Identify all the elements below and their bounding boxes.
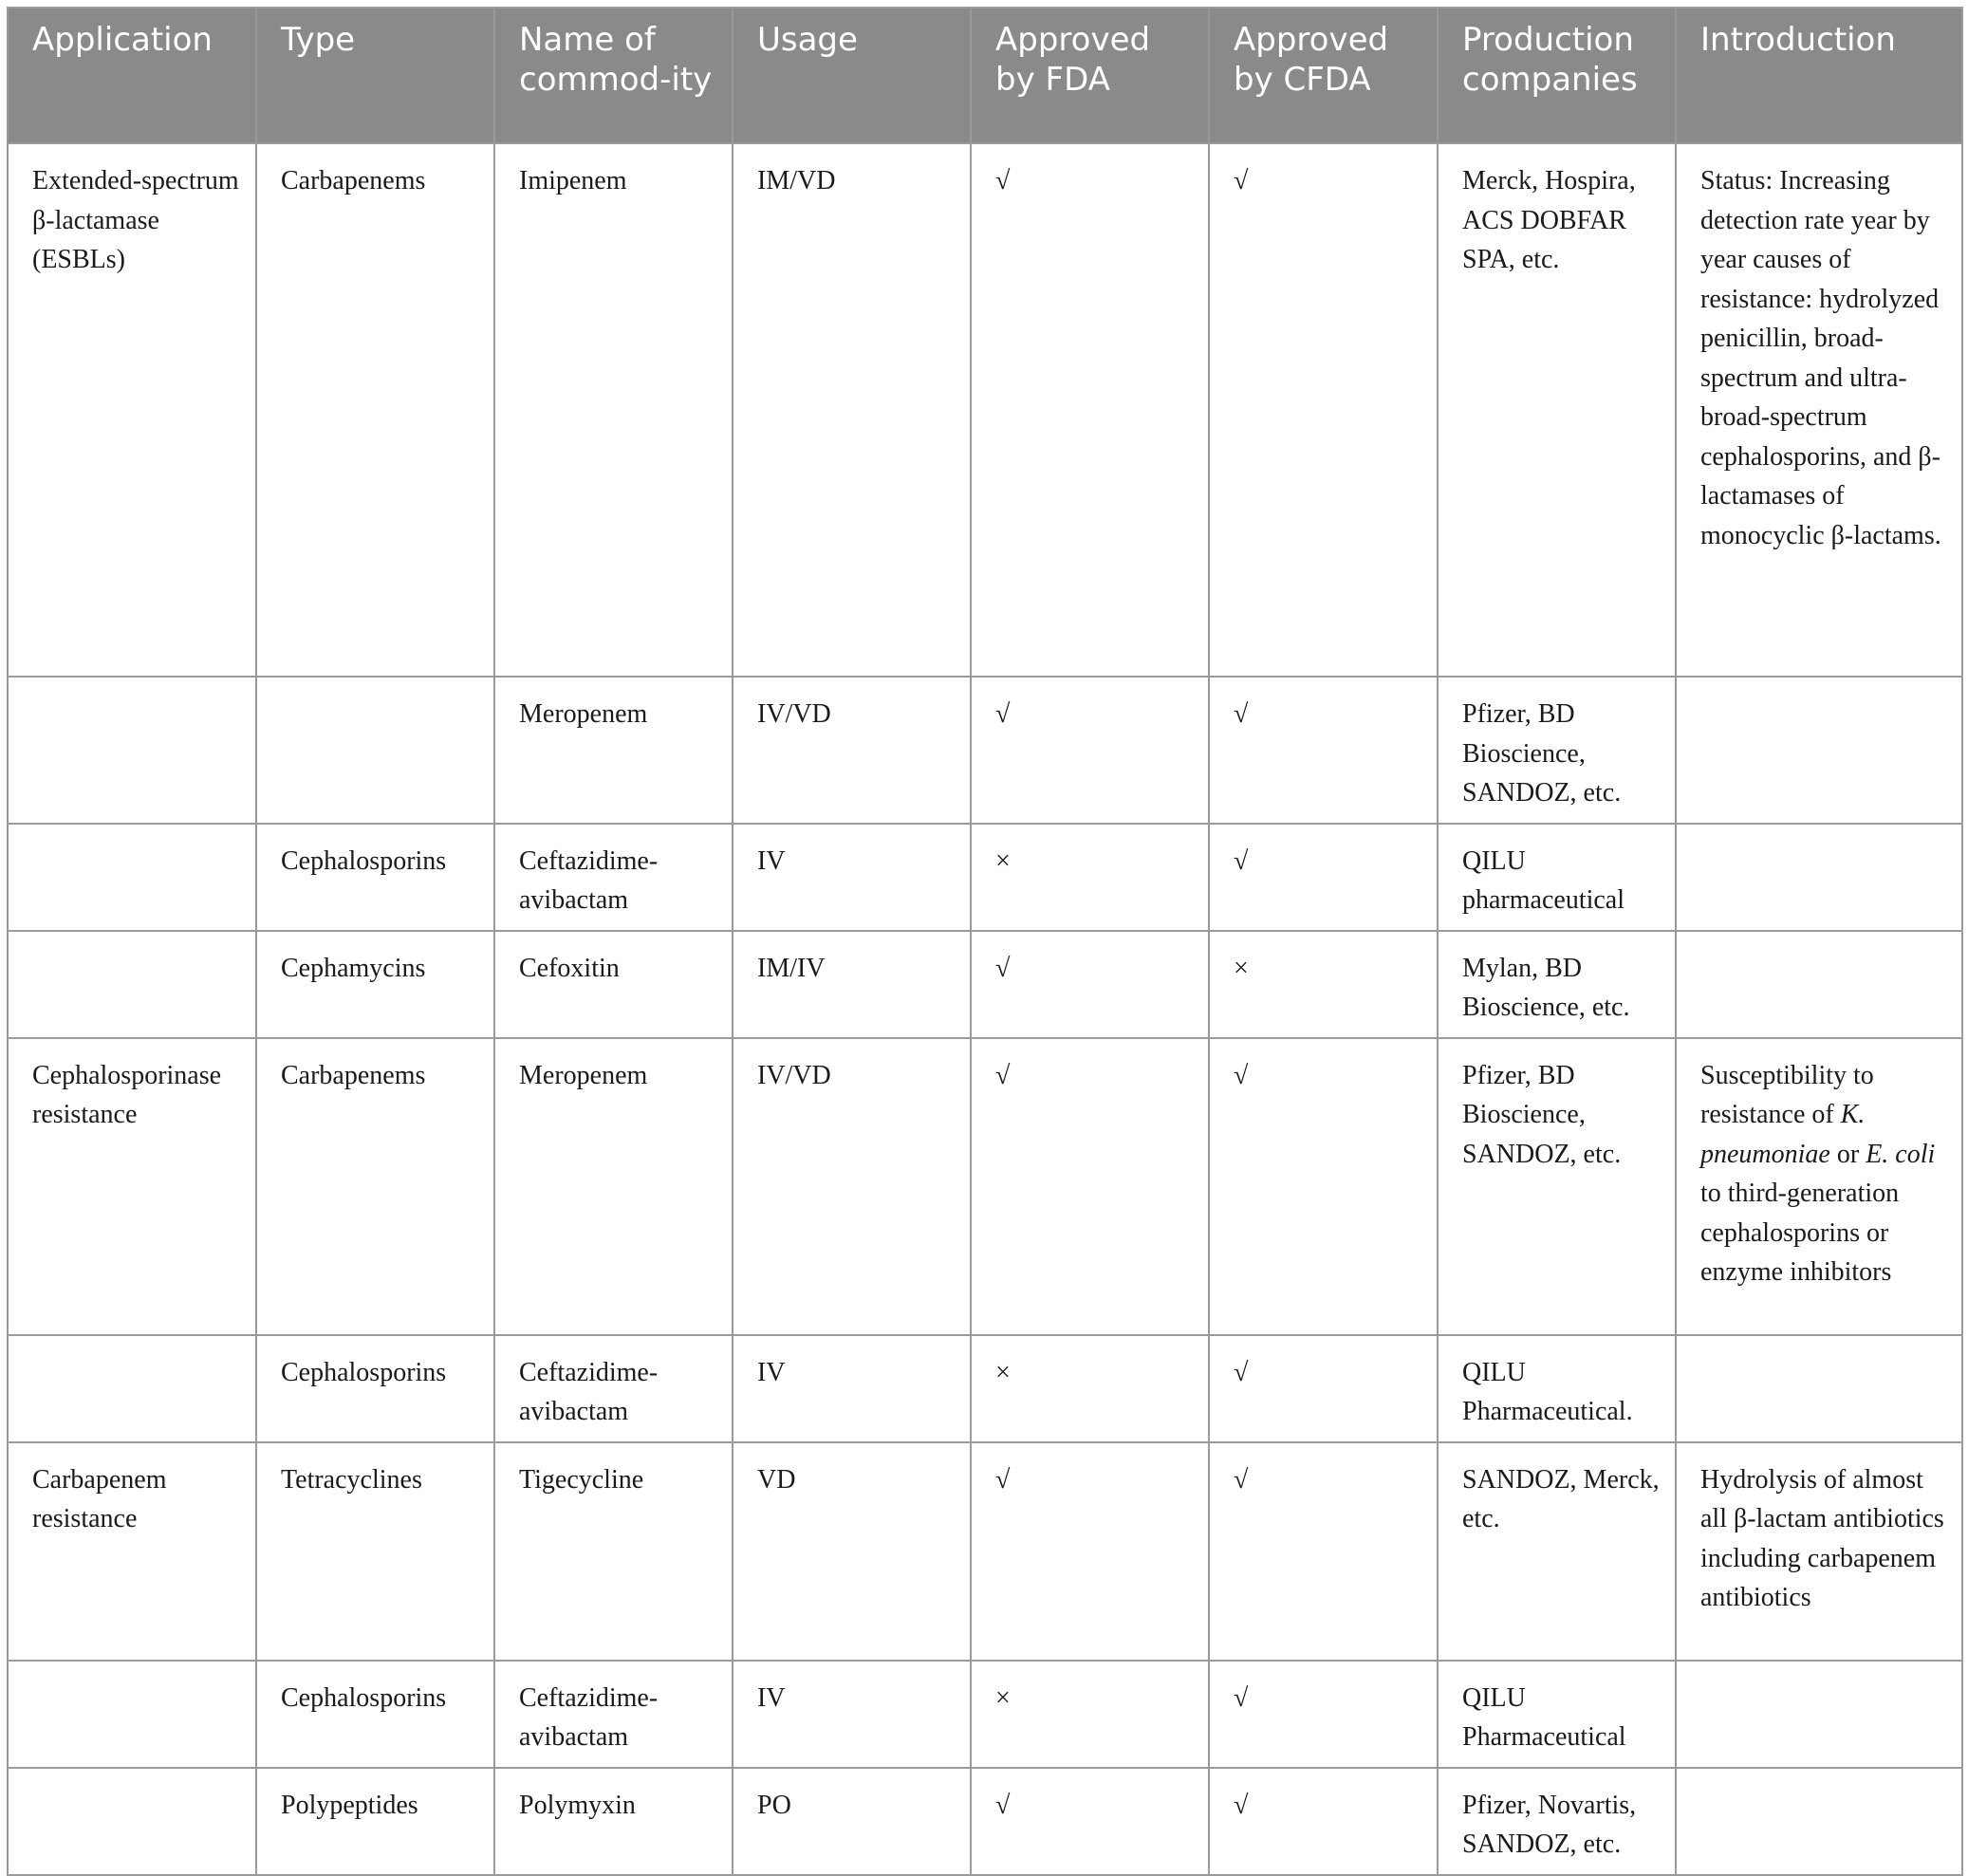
cell-usage: IV — [733, 1661, 971, 1768]
cell-name: Polymyxin — [494, 1768, 733, 1875]
species-name: E. coli — [1866, 1139, 1936, 1169]
cell-companies: Mylan, BD Bioscience, etc. — [1438, 931, 1676, 1038]
cell-cfda: √ — [1209, 1442, 1438, 1661]
cell-companies: Pfizer, Novartis, SANDOZ, etc. — [1438, 1768, 1676, 1875]
cell-application — [8, 1335, 256, 1442]
table-row — [8, 677, 1962, 824]
cell-usage: PO — [733, 1768, 971, 1875]
cell-name: Imipenem — [494, 143, 733, 677]
cell-type — [256, 677, 494, 824]
cell-name: Meropenem — [494, 677, 733, 824]
header-introduction: Introduction — [1676, 8, 1962, 143]
cell-name: Cefoxitin — [494, 931, 733, 1038]
cell-introduction — [1676, 677, 1962, 824]
table-row — [8, 1442, 1962, 1661]
cell-introduction: Hydrolysis of almost all β-lactam antibiotics including carbapenem antibiotics — [1676, 1442, 1962, 1661]
cell-cfda: √ — [1209, 143, 1438, 677]
cell-type: Carbapenems — [256, 1038, 494, 1335]
cell-usage: IV/VD — [733, 1038, 971, 1335]
cell-cfda: √ — [1209, 1038, 1438, 1335]
cell-usage: IV — [733, 1335, 971, 1442]
header-application: Application — [8, 8, 256, 143]
cell-name: Ceftazidime-avibactam — [494, 1661, 733, 1768]
header-usage: Usage — [733, 8, 971, 143]
cell-application — [8, 931, 256, 1038]
cell-usage: IV/VD — [733, 677, 971, 824]
cell-name: Meropenem — [494, 1038, 733, 1335]
cell-cfda: √ — [1209, 1661, 1438, 1768]
cell-type: Cephalosporins — [256, 824, 494, 931]
cell-usage: IV — [733, 824, 971, 931]
cell-usage: IM/IV — [733, 931, 971, 1038]
drug-table — [7, 7, 1963, 1876]
table-row — [8, 1335, 1962, 1442]
cell-fda: √ — [971, 1442, 1209, 1661]
cell-companies: QILU pharmaceutical — [1438, 824, 1676, 931]
table-row — [8, 143, 1962, 677]
cell-application — [8, 1768, 256, 1875]
cell-fda: √ — [971, 1038, 1209, 1335]
table-row — [8, 1661, 1962, 1768]
cell-introduction: Susceptibility to resistance of K. pneumoniae or E. coli to third-generation cephalosporins or enzyme inhibitors — [1676, 1038, 1962, 1335]
cell-fda: × — [971, 824, 1209, 931]
cell-application — [8, 1661, 256, 1768]
cell-fda: √ — [971, 1768, 1209, 1875]
header-type: Type — [256, 8, 494, 143]
cell-introduction: Status: Increasing detection rate year by year causes of resistance: hydrolyzed penicillin, broad-spectrum and ultra-broad-spectrum cephalosporins, and β-lactamases of monocyclic β-lactams. — [1676, 143, 1962, 677]
cell-application: Cephalosporinase resistance — [8, 1038, 256, 1335]
cell-companies: QILU Pharmaceutical — [1438, 1661, 1676, 1768]
header-approved-fda: Approved by FDA — [971, 8, 1209, 143]
cell-application: Carbapenem resistance — [8, 1442, 256, 1661]
cell-introduction — [1676, 1335, 1962, 1442]
cell-fda: √ — [971, 677, 1209, 824]
cell-type: Polypeptides — [256, 1768, 494, 1875]
cell-name: Ceftazidime-avibactam — [494, 824, 733, 931]
cell-fda: × — [971, 1335, 1209, 1442]
cell-name: Ceftazidime-avibactam — [494, 1335, 733, 1442]
cell-introduction — [1676, 1661, 1962, 1768]
cell-type: Cephalosporins — [256, 1335, 494, 1442]
cell-cfda: × — [1209, 931, 1438, 1038]
cell-usage: IM/VD — [733, 143, 971, 677]
cell-application: Extended-spectrum β-lactamase (ESBLs) — [8, 143, 256, 677]
cell-companies: QILU Pharmaceutical. — [1438, 1335, 1676, 1442]
cell-companies: Pfizer, BD Bioscience, SANDOZ, etc. — [1438, 1038, 1676, 1335]
cell-companies: Pfizer, BD Bioscience, SANDOZ, etc. — [1438, 677, 1676, 824]
cell-type: Cephalosporins — [256, 1661, 494, 1768]
cell-fda: √ — [971, 931, 1209, 1038]
cell-cfda: √ — [1209, 1768, 1438, 1875]
cell-type: Carbapenems — [256, 143, 494, 677]
species-name: K. pneumoniae — [1700, 1100, 1866, 1169]
cell-fda: √ — [971, 143, 1209, 677]
cell-name: Tigecycline — [494, 1442, 733, 1661]
header-row — [8, 8, 1962, 143]
header-production-companies: Production companies — [1438, 8, 1676, 143]
cell-usage: VD — [733, 1442, 971, 1661]
cell-cfda: √ — [1209, 824, 1438, 931]
cell-application — [8, 677, 256, 824]
table-row — [8, 824, 1962, 931]
cell-companies: SANDOZ, Merck, etc. — [1438, 1442, 1676, 1661]
cell-type: Tetracyclines — [256, 1442, 494, 1661]
header-name-of-commodity: Name of commod-ity — [494, 8, 733, 143]
cell-cfda: √ — [1209, 677, 1438, 824]
cell-fda: × — [971, 1661, 1209, 1768]
table-row — [8, 1768, 1962, 1875]
cell-introduction — [1676, 931, 1962, 1038]
table-row — [8, 1038, 1962, 1335]
cell-application — [8, 824, 256, 931]
table-row — [8, 931, 1962, 1038]
header-approved-cfda: Approved by CFDA — [1209, 8, 1438, 143]
cell-cfda: √ — [1209, 1335, 1438, 1442]
cell-introduction — [1676, 824, 1962, 931]
cell-companies: Merck, Hospira, ACS DOBFAR SPA, etc. — [1438, 143, 1676, 677]
cell-type: Cephamycins — [256, 931, 494, 1038]
cell-introduction — [1676, 1768, 1962, 1875]
